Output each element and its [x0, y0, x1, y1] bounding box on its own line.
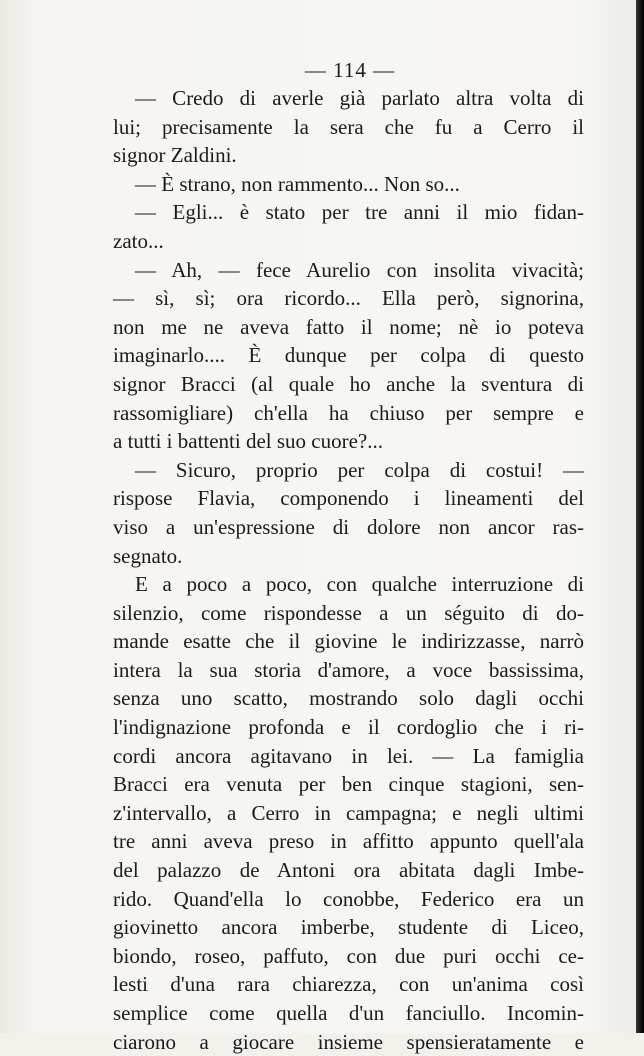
text-line: E a poco a poco, con qualche interruzione di	[135, 572, 584, 597]
text-line: — sì, sì; ora ricordo... Ella però, signorina,	[113, 286, 584, 311]
text-line: l'indignazione profonda e il cordoglio che i ri-	[113, 715, 584, 740]
text-line: Bracci era venuta per ben cinque stagioni, sen-	[113, 772, 584, 797]
text-line: zato...	[113, 228, 164, 253]
text-line: signor Bracci (al quale ho anche la sventura di	[113, 371, 584, 396]
text-line: silenzio, come rispondesse a un séguito di do-	[113, 600, 584, 625]
text-line: lui; precisamente la sera che fu a Cerro il	[113, 114, 584, 139]
text-line: rispose Flavia, componendo i lineamenti del	[113, 486, 584, 511]
text-line: del palazzo de Antoni ora abitata dagli Imbe-	[113, 858, 584, 883]
text-line: ciarono a giocare insieme spensieratamente e	[113, 1029, 584, 1054]
text-line: viso a un'espressione di dolore non ancor ras-	[113, 514, 584, 539]
book-spine-shadow	[636, 0, 644, 1033]
text-line: non me ne aveva fatto il nome; nè io poteva	[113, 314, 584, 339]
text-line: segnato.	[113, 543, 183, 568]
text-line: giovinetto ancora imberbe, studente di Liceo,	[113, 915, 584, 940]
text-line: mande esatte che il giovine le indirizzasse, narrò	[113, 629, 584, 654]
text-line: cordi ancora agitavano in lei. — La famiglia	[113, 743, 584, 768]
text-line: — Ah, — fece Aurelio con insolita vivacità;	[135, 257, 584, 282]
text-line: — Credo di averle già parlato altra volta di	[135, 86, 584, 110]
text-line: intera la sua storia d'amore, a voce bassissima,	[113, 657, 584, 682]
text-line: rido. Quand'ella lo conobbe, Federico era un	[113, 886, 584, 911]
body-text	[113, 84, 584, 1056]
text-line: imaginarlo.... È dunque per colpa di questo	[113, 343, 584, 368]
text-line: — Sicuro, proprio per colpa di costui! —	[135, 457, 584, 482]
text-line: — È strano, non rammento... Non so...	[135, 171, 460, 196]
text-line: biondo, roseo, paffuto, con due puri occhi ce-	[113, 943, 584, 968]
text-line: z'intervallo, a Cerro in campagna; e negli ultimi	[113, 800, 584, 825]
text-line: rassomigliare) ch'ella ha chiuso per sempre e	[113, 400, 584, 425]
page-number: — 114 —	[304, 58, 396, 82]
text-line: tre anni aveva preso in affitto appunto quell'ala	[113, 829, 584, 854]
text-line: semplice come quella d'un fanciullo. Incomin-	[113, 1001, 584, 1025]
text-line: a tutti i battenti del suo cuore?...	[113, 429, 384, 454]
text-line: lesti d'una rara chiarezza, con un'anima così	[113, 972, 584, 997]
text-line: senza uno scatto, mostrando solo dagli occhi	[113, 686, 584, 711]
text-line: signor Zaldini.	[113, 143, 237, 168]
text-line: — Egli... è stato per tre anni il mio fidan-	[135, 200, 584, 225]
